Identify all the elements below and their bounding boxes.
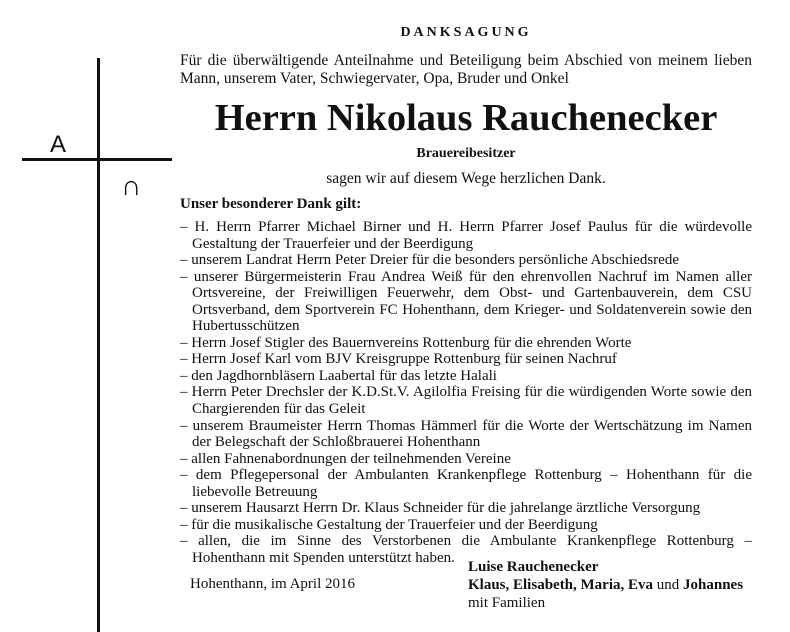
- alpha-symbol-icon: A: [50, 131, 67, 158]
- place-date: Hohenthann, im April 2016: [190, 576, 355, 592]
- intro-text: Für die überwältigende Anteilnahme und Beteiligung beim Abschied von meinem lieben Mann, unserem Vater, Schwiegervater, Opa, Bruder und Onkel: [180, 52, 752, 87]
- signature-block: [468, 558, 743, 612]
- signature-line-1: Luise Rauchenecker: [468, 559, 599, 575]
- thanks-list: [180, 219, 752, 566]
- cross-vertical-bar: [97, 58, 100, 632]
- omega-symbol-icon: ∩: [121, 170, 142, 201]
- signature-names: Klaus, Elisabeth, Maria, Eva: [468, 577, 654, 593]
- signature-line-3: mit Familien: [468, 595, 546, 611]
- list-item: – H. Herrn Pfarrer Michael Birner und H. Herrn Pfarrer Josef Paulus für die würdevolle Gestaltung der Trauerfeier und der Beerdigung: [180, 219, 752, 252]
- signature-last-name: Johannes: [683, 577, 744, 593]
- list-item: – allen, die im Sinne des Verstorbenen die Ambulante Krankenpflege Rottenburg – Hohenthann mit Spenden unterstützt haben.: [180, 533, 752, 566]
- thanks-line: sagen wir auf diesem Wege herzlichen Dank.: [326, 170, 606, 187]
- list-item: – unserem Braumeister Herrn Thomas Hämmerl für die Worte der Wertschätzung im Namen der Belegschaft der Schloßbrauerei Hohenthann: [180, 417, 752, 451]
- list-item: – für die musikalische Gestaltung der Trauerfeier und der Beerdigung: [180, 516, 598, 533]
- list-item: – Herrn Peter Drechsler der K.D.St.V. Agilolfia Freising für die würdigenden Worte sowie den Chargierenden für das Geleit: [180, 384, 752, 418]
- section-title: Unser besonderer Dank gilt:: [180, 196, 362, 212]
- list-item: – allen Fahnenabordnungen der teilnehmenden Vereine: [180, 450, 511, 467]
- list-item: – dem Pflegepersonal der Ambulanten Krankenpflege Rottenburg – Hohenthann für die liebevolle Betreuung: [180, 467, 752, 500]
- cross-horizontal-bar: [22, 158, 172, 161]
- profession: Brauereibesitzer: [416, 146, 516, 161]
- list-item: – unserem Landrat Herrn Peter Dreier für die besonders persönliche Abschiedsrede: [180, 252, 679, 269]
- deceased-name: Herrn Nikolaus Rauchenecker: [214, 97, 718, 139]
- list-item: – Herrn Josef Karl vom BJV Kreisgruppe Rottenburg für seinen Nachruf: [180, 351, 617, 368]
- list-item: – unserem Hausarzt Herrn Dr. Klaus Schneider für die jahrelange ärztliche Versorgung: [180, 500, 701, 517]
- list-item: – unserer Bürgermeisterin Frau Andrea Weiß für den ehrenvollen Nachruf im Namen aller Ortsvereine, der Freiwilligen Feuerwehr, dem Obst- und Gartenbauverein, dem CSU Ortsverband, dem Sportverein FC Hohenthann, dem Krieger- und Soldatenverein sowie den Hubertusschützen: [180, 268, 752, 335]
- notice-heading: DANKSAGUNG: [400, 25, 532, 40]
- list-item: – Herrn Josef Stigler des Bauernvereins Rottenburg für die ehrenden Worte: [180, 334, 632, 351]
- signature-line-2: [468, 576, 743, 594]
- list-item: – den Jagdhornbläsern Laabertal für das letzte Halali: [180, 367, 497, 384]
- signature-und: und: [653, 577, 684, 593]
